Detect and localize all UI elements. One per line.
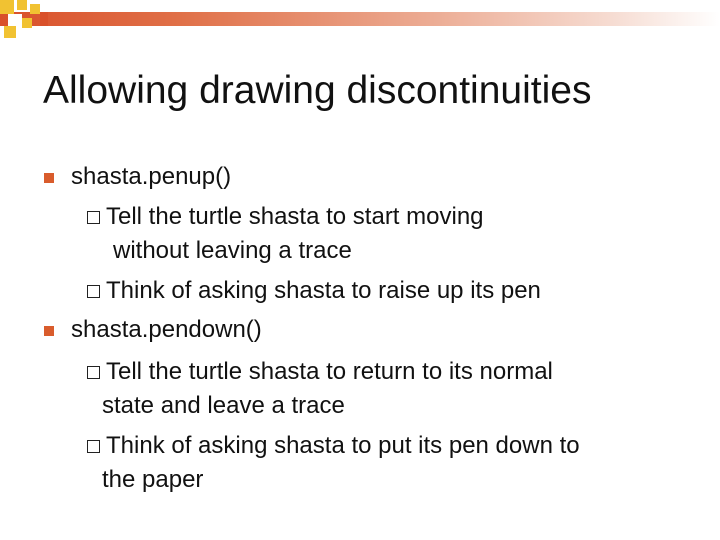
sub-bullet-item bbox=[87, 202, 484, 232]
header-decoration-bar bbox=[0, 12, 720, 26]
bullet-item-pendown: shasta.pendown() bbox=[71, 316, 262, 343]
slide-title: Allowing drawing discontinuities bbox=[43, 69, 592, 112]
corner-decoration bbox=[0, 0, 60, 45]
bullet-marker-icon bbox=[44, 173, 54, 183]
sub-bullet-item bbox=[87, 276, 541, 306]
checkbox-square-icon bbox=[87, 211, 100, 224]
sub-bullet-text: Tell the turtle shasta to start moving bbox=[106, 203, 484, 230]
sub-bullet-item bbox=[87, 431, 580, 461]
sub-bullet-continuation: state and leave a trace bbox=[102, 392, 345, 419]
decor-square bbox=[40, 12, 48, 26]
decor-square bbox=[0, 0, 14, 14]
decor-square bbox=[30, 4, 40, 14]
checkbox-square-icon bbox=[87, 440, 100, 453]
sub-bullet-text: Tell the turtle shasta to return to its normal bbox=[106, 358, 553, 385]
bullet-item-penup: shasta.penup() bbox=[71, 163, 232, 190]
sub-bullet-text: Think of asking shasta to put its pen down to bbox=[106, 432, 580, 459]
sub-bullet-item bbox=[87, 357, 553, 387]
decor-square bbox=[4, 26, 16, 38]
sub-bullet-continuation: the paper bbox=[102, 466, 204, 493]
bullet-marker-icon bbox=[44, 326, 54, 336]
sub-bullet-continuation: without leaving a trace bbox=[113, 237, 352, 264]
decor-square bbox=[22, 18, 32, 28]
checkbox-square-icon bbox=[87, 366, 100, 379]
sub-bullet-text: Think of asking shasta to raise up its pen bbox=[106, 277, 541, 304]
decor-square bbox=[17, 0, 27, 10]
checkbox-square-icon bbox=[87, 285, 100, 298]
